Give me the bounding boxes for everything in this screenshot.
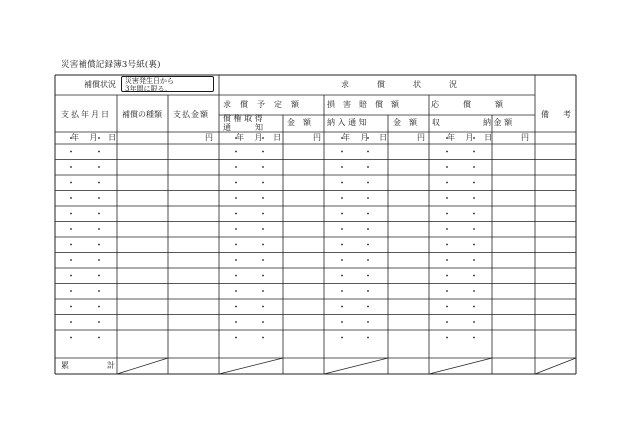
date-separator-dot — [446, 213, 448, 215]
date-separator-dot — [70, 151, 72, 153]
date-separator-dot — [70, 182, 72, 184]
damages-amount-header: 損害賠償額 — [327, 100, 407, 109]
date-separator-dot — [70, 197, 72, 199]
date-separator-dot — [473, 321, 475, 323]
date-separator-dot — [341, 228, 343, 230]
date-separator-dot — [341, 337, 343, 339]
damages-date-units — [342, 133, 387, 143]
receipt-header: 収 — [432, 118, 440, 127]
date-separator-dot — [262, 197, 264, 199]
date-separator-dot — [235, 259, 237, 261]
date-separator-dot — [341, 275, 343, 277]
payment-notice-header: 納 入 通 知 — [327, 118, 367, 127]
date-separator-dot — [367, 275, 369, 277]
date-separator-dot — [235, 306, 237, 308]
date-separator-dot — [262, 228, 264, 230]
date-separator-dot — [98, 166, 100, 168]
date-separator-dot — [473, 151, 475, 153]
reimbursement-amount-text: 応償額 — [431, 100, 527, 109]
date-separator-dot — [262, 306, 264, 308]
total-slash — [324, 358, 388, 374]
date-separator-dot — [367, 337, 369, 339]
date-separator-dot — [446, 337, 448, 339]
date-separator-dot — [98, 213, 100, 215]
date-separator-dot — [235, 228, 237, 230]
total-right-char: 計 — [107, 361, 115, 370]
payment-amount-unit: 円 — [205, 133, 213, 142]
date-separator-dot — [235, 290, 237, 292]
date-separator-dot — [98, 244, 100, 246]
claim-notice-header — [223, 114, 263, 132]
date-separator-dot — [262, 182, 264, 184]
date-separator-dot — [446, 259, 448, 261]
unit-year: 年 — [236, 133, 244, 142]
date-separator-dot — [98, 197, 100, 199]
payment-date-header: 支払年月日 — [61, 110, 111, 119]
date-separator-dot — [446, 166, 448, 168]
claim-date-units — [236, 133, 281, 143]
date-separator-dot — [473, 337, 475, 339]
date-separator-dot — [341, 151, 343, 153]
date-separator-dot — [341, 213, 343, 215]
unit-month: 月 — [89, 133, 98, 142]
total-slash — [429, 358, 492, 374]
date-separator-dot — [341, 306, 343, 308]
payment-amount-header: 支払金額 — [173, 110, 209, 119]
date-separator-dot — [262, 166, 264, 168]
unit-year: 年 — [71, 133, 79, 142]
document-title: 災害補償記録簿3号紙(裏) — [61, 60, 161, 70]
compensation-status-label: 補償状況 — [84, 80, 116, 89]
date-separator-dot — [367, 213, 369, 215]
date-separator-dot — [235, 182, 237, 184]
date-separator-dot — [473, 228, 475, 230]
claim-amount-unit: 円 — [313, 133, 321, 142]
unit-day: 日 — [379, 133, 388, 142]
date-separator-dot — [341, 244, 343, 246]
payment-date-units — [71, 133, 115, 143]
date-separator-dot — [70, 321, 72, 323]
date-separator-dot — [473, 290, 475, 292]
date-separator-dot — [446, 182, 448, 184]
date-separator-dot — [98, 306, 100, 308]
date-separator-dot — [473, 306, 475, 308]
date-separator-dot — [98, 321, 100, 323]
unit-month: 月 — [254, 133, 263, 142]
date-separator-dot — [367, 306, 369, 308]
condition-note-line2: 3年間に限る。 — [125, 85, 172, 93]
date-separator-dot — [235, 151, 237, 153]
date-separator-dot — [446, 306, 448, 308]
remarks-header: 備考 — [541, 110, 585, 119]
date-separator-dot — [367, 166, 369, 168]
date-separator-dot — [341, 182, 343, 184]
date-separator-dot — [341, 259, 343, 261]
date-separator-dot — [446, 290, 448, 292]
date-separator-dot — [446, 151, 448, 153]
date-separator-dot — [70, 244, 72, 246]
unit-day: 日 — [108, 133, 117, 142]
claim-notice-line2: 通 知 — [223, 123, 263, 132]
date-separator-dot — [98, 228, 100, 230]
damages-amount-unit: 円 — [417, 133, 425, 142]
date-separator-dot — [70, 228, 72, 230]
date-separator-dot — [235, 275, 237, 277]
date-separator-dot — [98, 290, 100, 292]
date-separator-dot — [262, 290, 264, 292]
date-separator-dot — [235, 244, 237, 246]
condition-note-line1: 災害発生日から — [125, 77, 174, 85]
date-separator-dot — [262, 244, 264, 246]
claim-planned-amount-header: 求償予定額 — [223, 100, 308, 109]
date-separator-dot — [98, 151, 100, 153]
reimbursement-amount-unit: 円 — [521, 133, 529, 142]
reimbursement-date-units — [447, 133, 492, 143]
unit-month: 月 — [465, 133, 474, 142]
receipt-amount-header: 納 金 額 — [483, 118, 513, 127]
date-separator-dot — [341, 197, 343, 199]
date-separator-dot — [367, 151, 369, 153]
date-separator-dot — [235, 321, 237, 323]
date-separator-dot — [70, 213, 72, 215]
total-left-char: 累 — [61, 361, 69, 370]
date-separator-dot — [235, 197, 237, 199]
reimbursement-amount-header — [431, 100, 537, 110]
date-separator-dot — [70, 275, 72, 277]
date-separator-dot — [341, 166, 343, 168]
claim-notice-line1: 償 権 取 得 — [223, 114, 263, 123]
date-separator-dot — [367, 182, 369, 184]
date-separator-dot — [473, 275, 475, 277]
unit-day: 日 — [273, 133, 282, 142]
unit-year: 年 — [447, 133, 455, 142]
date-separator-dot — [473, 244, 475, 246]
date-separator-dot — [98, 337, 100, 339]
date-separator-dot — [473, 197, 475, 199]
date-separator-dot — [367, 244, 369, 246]
total-label — [61, 361, 115, 371]
date-separator-dot — [262, 275, 264, 277]
date-separator-dot — [70, 166, 72, 168]
date-separator-dot — [235, 337, 237, 339]
date-separator-dot — [446, 244, 448, 246]
date-separator-dot — [70, 337, 72, 339]
date-separator-dot — [262, 337, 264, 339]
date-separator-dot — [70, 306, 72, 308]
total-slash — [117, 358, 168, 374]
compensation-record-form — [55, 75, 585, 374]
claim-status-text: 求 償 状 況 — [341, 80, 467, 89]
date-separator-dot — [262, 213, 264, 215]
date-separator-dot — [235, 166, 237, 168]
date-separator-dot — [367, 259, 369, 261]
date-separator-dot — [367, 197, 369, 199]
date-separator-dot — [98, 259, 100, 261]
date-separator-dot — [367, 321, 369, 323]
date-separator-dot — [341, 290, 343, 292]
date-separator-dot — [367, 228, 369, 230]
unit-year: 年 — [342, 133, 350, 142]
date-separator-dot — [235, 213, 237, 215]
date-separator-dot — [446, 197, 448, 199]
date-separator-dot — [367, 290, 369, 292]
total-slash — [219, 358, 283, 374]
date-separator-dot — [262, 259, 264, 261]
damages-amount-subheader: 金 額 — [393, 118, 417, 127]
claim-amount-header: 金 額 — [287, 118, 311, 127]
date-separator-dot — [341, 321, 343, 323]
date-separator-dot — [446, 275, 448, 277]
date-separator-dot — [98, 182, 100, 184]
date-separator-dot — [473, 166, 475, 168]
date-separator-dot — [70, 259, 72, 261]
total-slash — [535, 358, 576, 374]
date-separator-dot — [446, 228, 448, 230]
claim-status-label — [319, 80, 489, 90]
date-separator-dot — [473, 213, 475, 215]
date-separator-dot — [70, 290, 72, 292]
date-separator-dot — [446, 321, 448, 323]
date-separator-dot — [98, 275, 100, 277]
unit-month: 月 — [360, 133, 369, 142]
compensation-type-header: 補償の種類 — [122, 110, 162, 119]
date-separator-dot — [262, 151, 264, 153]
date-separator-dot — [473, 259, 475, 261]
condition-note — [121, 76, 214, 92]
unit-day: 日 — [484, 133, 493, 142]
date-separator-dot — [262, 321, 264, 323]
date-separator-dot — [473, 182, 475, 184]
